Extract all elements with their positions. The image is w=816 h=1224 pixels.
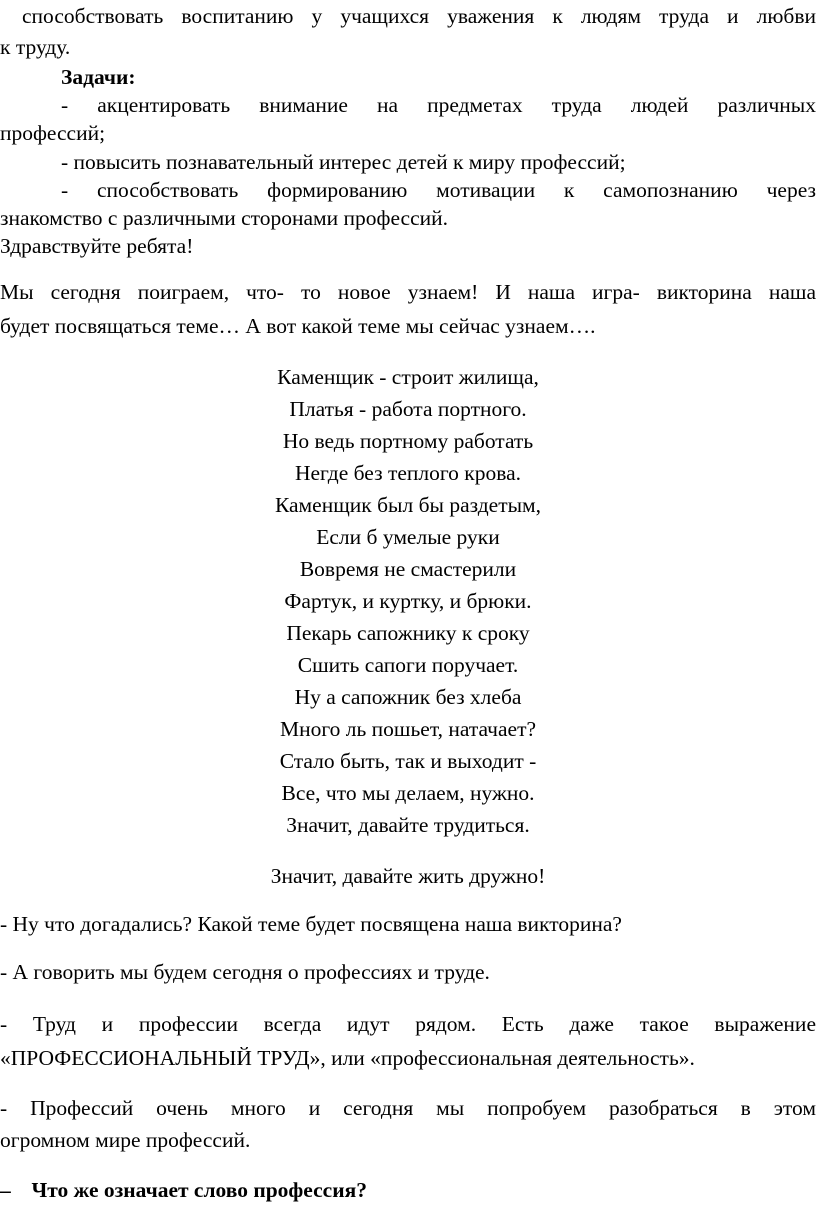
dialogue-answer: - А говорить мы будем сегодня о профессиях и труде. bbox=[0, 960, 490, 984]
question-dash: – bbox=[0, 1178, 11, 1202]
task-3-line-1: - способствовать формированию мотивации к самопознанию через bbox=[61, 178, 816, 202]
poem-line: Сшить сапоги поручает. bbox=[297, 653, 519, 677]
poem-line: Если б умелые руки bbox=[316, 525, 500, 549]
task-1-line-2: профессий; bbox=[0, 121, 106, 145]
poem-line: Ну а сапожник без хлеба bbox=[294, 685, 522, 709]
paragraph-professions-line-1: - Профессий очень много и сегодня мы попробуем разобраться в этом bbox=[0, 1096, 816, 1120]
paragraph-labor-line-1: - Труд и профессии всегда идут рядом. Есть даже такое выражение bbox=[0, 1012, 816, 1036]
question-text: Что же означает слово профессия? bbox=[31, 1178, 367, 1202]
poem-line: Платья - работа портного. bbox=[289, 397, 527, 421]
poem-line: Фартук, и куртку, и брюки. bbox=[284, 589, 532, 613]
poem-final-line: Значит, давайте жить дружно! bbox=[270, 864, 546, 888]
poem-line: Стало быть, так и выходит - bbox=[279, 749, 537, 773]
goal-text-line-1: способствовать воспитанию у учащихся уважения к людям труда и любви bbox=[22, 4, 816, 28]
goal-text-line-2: к труду. bbox=[0, 35, 71, 59]
poem-line: Пекарь сапожнику к сроку bbox=[286, 621, 530, 645]
poem-line: Значит, давайте трудиться. bbox=[286, 813, 530, 837]
lead-line-2: будет посвящаться теме… А вот какой теме мы сейчас узнаем…. bbox=[0, 314, 596, 338]
paragraph-labor-line-2: «ПРОФЕССИОНАЛЬНЫЙ ТРУД», или «профессиональная деятельность». bbox=[0, 1046, 695, 1070]
dialogue-question: - Ну что догадались? Какой теме будет посвящена наша викторина? bbox=[0, 912, 622, 936]
poem-line: Каменщик был бы раздетым, bbox=[274, 493, 542, 517]
task-1-line-1: - акцентировать внимание на предметах труда людей различных bbox=[61, 93, 816, 117]
lead-line-1: Мы сегодня поиграем, что- то новое узнаем! И наша игра- викторина наша bbox=[0, 280, 816, 304]
poem-line: Но ведь портному работать bbox=[282, 429, 534, 453]
poem-line: Вовремя не смастерили bbox=[299, 557, 517, 581]
task-2: - повысить познавательный интерес детей к миру профессий; bbox=[61, 150, 626, 174]
poem-line: Все, что мы делаем, нужно. bbox=[281, 781, 535, 805]
poem-line: Негде без теплого крова. bbox=[294, 461, 522, 485]
tasks-heading: Задачи: bbox=[61, 65, 136, 89]
poem-line: Много ль пошьет, натачает? bbox=[279, 717, 537, 741]
task-3-line-2: знакомство с различными сторонами профессий. bbox=[0, 206, 449, 230]
poem-line: Каменщик - строит жилища, bbox=[277, 365, 539, 389]
paragraph-professions-line-2: огромном мире профессий. bbox=[0, 1128, 251, 1152]
profession-question bbox=[0, 1176, 816, 1204]
greeting: Здравствуйте ребята! bbox=[0, 234, 194, 258]
